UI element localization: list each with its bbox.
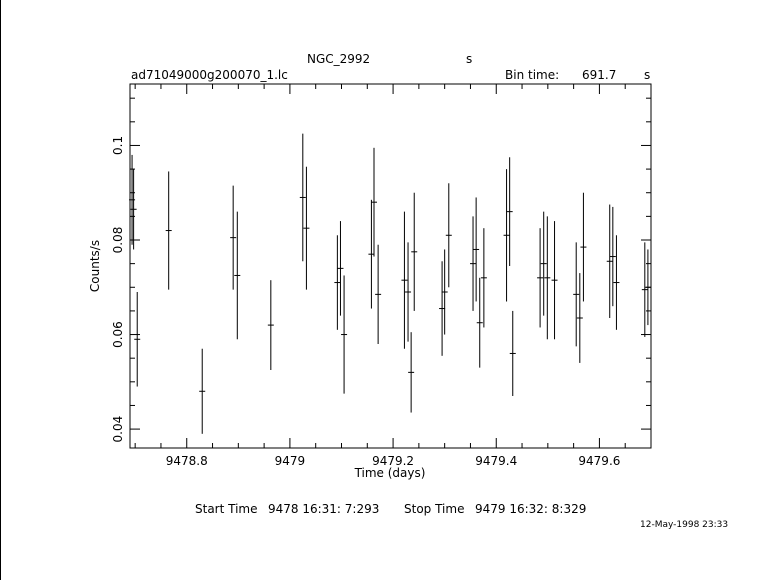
data-point <box>337 221 343 316</box>
x-tick-label: 9479.6 <box>578 454 621 468</box>
data-point <box>577 273 583 363</box>
data-point <box>610 207 616 306</box>
bin-time-label: Bin time: <box>505 68 560 82</box>
start-time-label: Start Time <box>195 502 258 516</box>
y-tick-label: 0.04 <box>111 415 125 443</box>
data-point <box>268 280 274 370</box>
data-point <box>544 216 550 339</box>
data-point <box>405 242 411 341</box>
data-point <box>300 134 306 262</box>
data-point <box>537 228 543 327</box>
y-tick-label: 0.08 <box>111 226 125 254</box>
object-unit: s <box>466 52 473 66</box>
data-point <box>580 193 586 302</box>
data-point <box>473 197 479 301</box>
data-point <box>552 221 558 339</box>
data-point <box>642 242 648 337</box>
plot-frame <box>130 84 651 448</box>
data-point <box>613 235 619 330</box>
data-point <box>408 332 414 412</box>
data-point <box>504 169 510 301</box>
data-point <box>234 212 240 340</box>
y-tick-label: 0.1 <box>111 135 125 156</box>
data-point <box>341 275 347 393</box>
data-point <box>573 242 579 346</box>
data-point <box>446 183 452 287</box>
date-stamp: 12-May-1998 23:33 <box>640 520 729 530</box>
data-point <box>401 212 407 349</box>
data-point <box>470 216 476 311</box>
data-point <box>645 249 651 325</box>
data-point <box>375 245 381 344</box>
data-point <box>199 349 205 434</box>
y-tick-label: 0.06 <box>111 321 125 348</box>
stop-time-value: 9479 16:32: 8:329 <box>475 502 587 516</box>
x-axis-label: Time (days) <box>354 466 426 480</box>
data-point <box>510 311 516 396</box>
x-tick-label: 9478.8 <box>165 454 208 468</box>
object-name: NGC_2992 <box>307 52 371 66</box>
data-point <box>131 169 137 249</box>
y-axis-label: Counts/s <box>88 239 102 293</box>
data-point <box>541 212 547 316</box>
filename: ad71049000g200070_1.lc <box>131 68 288 82</box>
bin-time-unit: s <box>644 68 651 82</box>
x-tick-label: 9479.2 <box>372 454 415 468</box>
bin-time-value: 691.7 <box>582 68 617 82</box>
data-point <box>303 167 309 290</box>
data-point <box>507 157 513 266</box>
data-point <box>166 171 172 289</box>
start-time-value: 9478 16:31: 7:293 <box>268 502 380 516</box>
data-point <box>411 193 417 311</box>
x-tick-label: 9479 <box>274 454 306 468</box>
data-point <box>477 278 483 368</box>
stop-time-label: Stop Time <box>404 502 465 516</box>
data-point <box>334 235 340 330</box>
data-point <box>230 186 236 290</box>
data-point <box>134 292 140 387</box>
x-tick-label: 9479.4 <box>475 454 518 468</box>
data-point <box>481 228 487 327</box>
data-point <box>607 205 613 318</box>
